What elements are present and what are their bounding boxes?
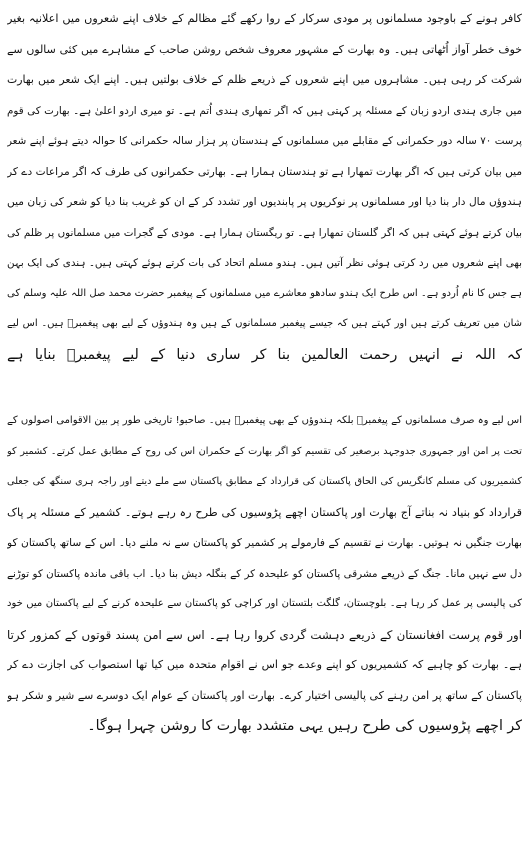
text-line: کی پالیسی پر عمل کر رہا ہے۔ بلوچستان، گلگت بلتستان اور کراچی کو پاکستان سے علیحدہ کرنے کے لیے پاکستان میں خود <box>7 598 522 609</box>
text-line: دل سے نہیں مانا۔ جنگ کے ذریعے مشرقی پاکستان کو علیحدہ کر کے بنگلہ دیش بنا دیا۔ اب باقی ماندہ پاکستان کو توڑنے <box>7 567 522 580</box>
text-line: شان میں تعریف کرتے ہیں اور کہتے ہیں کہ جیسے پیغمبر مسلمانوں کے ہیں وہ ہندوؤں کے لیے بھی پیغمبرؐ ہیں۔ اس لیے <box>7 318 522 329</box>
text-line: پرست ۷۰ سالہ دور حکمرانی کے مقابلے میں مسلمانوں کے ہندستان پر ہزار سالہ حکمرانی کا حوالہ دیتے ہوئے اپنے شعر <box>7 135 522 147</box>
article-paragraph <box>7 4 522 370</box>
text-line: قرارداد کو بنیاد نہ بناتے آج بھارت اور پاکستان اچھے پڑوسیوں کی طرح رہ رہے ہوتے۔ کشمیر کے مسئلہ پر پاک <box>7 505 522 519</box>
text-line: کافر ہونے کے باوجود مسلمانوں پر مودی سرکار کے روا رکھے گئے مظالم کے خلاف اپنے شعروں میں اعلانیہ بغیر <box>7 12 522 25</box>
text-line: بھارت جنگیں نہ ہوتیں۔ بھارت نے تقسیم کے فارمولے پر کشمیر کو پاکستان سے نہ ملنے دیا۔ اس کے ساتھ پاکستان کو <box>7 537 522 549</box>
text-line: اور قوم پرست افغانستان کے ذریعے دہشت گردی کروا رہا ہے۔ اس سے امن پسند قوتوں کے کمزور کرتا <box>7 627 522 642</box>
text-line: ہندوؤں مال دار بنا دیا اور مسلمانوں پر نوکریوں پر پابندیوں اور تشدد کر کے ان کو غریب بنا دیا کو شعر کی زبان میں <box>7 196 522 208</box>
text-line: کہ اللہ نے انہیں رحمت العالمین بنا کر ساری دنیا کے لیے پیغمبرؐ بنایا ہے <box>7 346 522 363</box>
article-paragraph <box>7 406 522 742</box>
text-line: خوف خطر آواز اُٹھاتی ہیں۔ وہ بھارت کے مشہور معروف شخص روشن صاحب کے مشاہرے میں کئی سالوں سے <box>7 42 522 56</box>
text-line: تحت پر امن اور جمہوری جدوجہد برصغیر کی تقسیم کو اگر بھارت کے حکمران اس کی روح کے مطابق عمل کرتے۔ کشمیر کو <box>7 445 522 457</box>
text-line: میں بیان کرتی ہیں کہ اگر بھارت تمھارا ہے تو ہندستان ہمارا ہے۔ بھارتی حکمرانوں کی طرف کہ اگر مراعات دے کر <box>7 165 522 178</box>
text-line: پاکستان کے ساتھ پر امن رہنے کی پالیسی اختیار کرے۔ بھارت اور پاکستان کے عوام ایک دوسرے سے شیر و شکر ہو <box>7 688 522 702</box>
text-line: ہے۔ بھارت کو چاہیے کہ کشمیریوں کو اپنے وعدے جو اس نے اقوام متحدہ میں کیا تھا استصواب کی اجازت دے کر <box>7 658 522 671</box>
text-line: کشمیریوں کی مسلم کانگریس کی الحاق پاکستان کی قرارداد کے مطابق پاکستان سے ملے دیتے اور راجہ ہری سنگھ کی جعلی <box>7 476 522 487</box>
text-line: بیان کرتے ہوئے کہتی ہیں کہ اگر گلستان تمھارا ہے۔ تو ریگستان ہمارا ہے۔ مودی کے گجرات میں مسلمانوں پر ظلم کی <box>7 226 522 239</box>
text-line: میں جاری ہندی اردو زبان کے مسئلہ پر کہتی ہیں کہ اگر تمھاری ہندی اُتم ہے۔ تو میری اردو اعلیٰ ہے۔ بھارت کی قوم <box>7 104 522 117</box>
text-line: اس لیے وہ صرف مسلمانوں کے پیغمبرؐ بلکہ ہندوؤں کے بھی پیغمبرؐ ہیں۔ صاحبو! تاریخی طور پر بین الاقوامی اصولوں کے <box>7 415 522 426</box>
text-line: بھی اپنے شعروں میں رد کرتی ہوئی نظر آتیں ہیں۔ ہندو مسلم اتحاد کی بات کرتے ہوئے کہتی ہیں۔ ہندی کی ایک بہن <box>7 257 522 269</box>
text-line: شرکت کر رہی ہیں۔ مشاہروں میں اپنے شعروں کے ذریعے ظلم کے خلاف بولتیں ہیں۔ اپنے ایک شعر میں بھارت <box>7 73 522 86</box>
text-line: کر اچھے پڑوسیوں کی طرح رہیں یہی متشدد بھارت کا روشن چہرا ہوگا۔ <box>87 718 522 734</box>
text-line: ہے جس کا نام اُردو ہے۔ اس طرح ایک ہندو سادھو معاشرے میں مسلمانوں کے پیغمبر حضرت محمد صل اللہ علیہ وسلم کی <box>7 287 522 299</box>
